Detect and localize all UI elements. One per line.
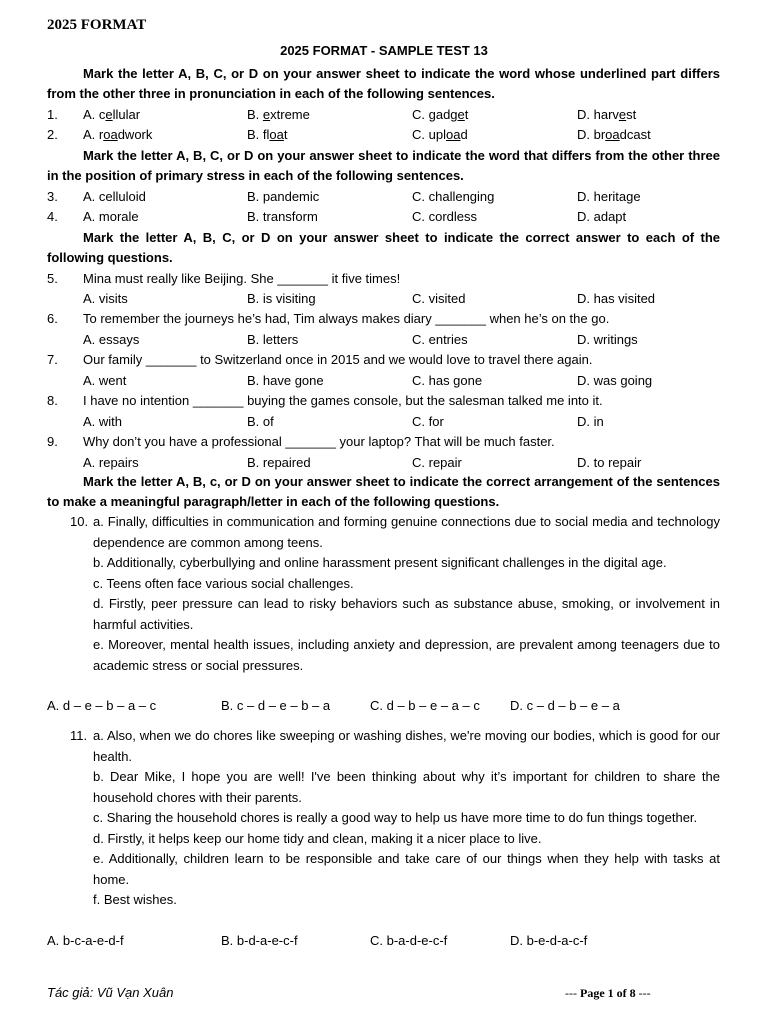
answer-option: A. roadwork	[83, 127, 153, 142]
options-row	[47, 931, 727, 951]
sentence-item: d. Firstly, it helps keep our home tidy and clean, making it a nicer place to live.	[93, 830, 542, 846]
question-text: I have no intention _______ buying the games console, but the salesman talked me into it.	[83, 393, 603, 408]
answer-option: A. celluloid	[83, 189, 146, 204]
answer-option: D. adapt	[577, 209, 627, 224]
options-row	[47, 453, 727, 473]
answer-option: C. has gone	[412, 373, 483, 388]
answer-option: B. have gone	[247, 373, 324, 388]
options-row	[47, 371, 727, 391]
underlined-part: oa	[605, 127, 620, 142]
arrangement-instruction: Mark the letter A, B, c, or D on your answer sheet to indicate the correct arrangement of the sentences to make a meaningful paragraph/letter in each of the following questions.	[47, 474, 720, 509]
answer-option: D. heritage	[577, 189, 641, 204]
question-row	[47, 207, 727, 227]
arrangement-question	[47, 512, 720, 676]
answer-option: B. of	[247, 414, 274, 429]
answer-option: A. repairs	[83, 455, 139, 470]
answer-option: A. went	[83, 373, 127, 388]
page-indicator: --- Page 1 of 8 ---	[565, 986, 651, 1000]
answer-option: B. c – d – e – b – a	[221, 698, 331, 713]
question-row	[47, 269, 727, 289]
sentence-item: e. Moreover, mental health issues, including anxiety and depression, are prevalent among teenagers due to academic stress or social pressures.	[93, 637, 720, 673]
answer-option: A. morale	[83, 209, 139, 224]
question-row	[47, 187, 727, 207]
answer-option: B. transform	[247, 209, 318, 224]
sentence-item: b. Dear Mike, I hope you are well! I've been thinking about why it’s important for children to share the household chores with their parents.	[93, 769, 720, 805]
answer-option: B. b-d-a-e-c-f	[221, 933, 298, 948]
underlined-part: oa	[103, 127, 118, 142]
pronunciation-instruction: Mark the letter A, B, C, or D on your answer sheet to indicate the word whose underlined part differs from the other three in pronunciation in each of the following sentences.	[47, 66, 720, 101]
sentence-item: a. Also, when we do chores like sweeping or washing dishes, we're moving our bodies, which is good for our health.	[93, 728, 720, 764]
footer-author: Tác giả: Vũ Vạn Xuân	[47, 985, 174, 1000]
question-row	[47, 432, 727, 452]
test-title: 2025 FORMAT - SAMPLE TEST 13	[280, 43, 488, 58]
answer-option: A. essays	[83, 332, 140, 347]
answer-option: D. c – d – b – e – a	[510, 698, 620, 713]
answer-option: D. was going	[577, 373, 653, 388]
answer-option: C. for	[412, 414, 444, 429]
answer-option: D. to repair	[577, 455, 642, 470]
sentence-item: c. Teens often face various social challenges.	[93, 575, 354, 591]
question-text: Our family _______ to Switzerland once in 2015 and we would love to travel there again.	[83, 352, 593, 367]
answer-option: D. b-e-d-a-c-f	[510, 933, 588, 948]
answer-option: B. is visiting	[247, 291, 316, 306]
underlined-part: e	[105, 107, 113, 122]
sentence-item: e. Additionally, children learn to be responsible and take care of our things when they help with tasks at home.	[93, 851, 720, 887]
question-row	[47, 391, 727, 411]
sentence-item: c. Sharing the household chores is really a good way to help us have more time to do fun things together.	[93, 810, 698, 825]
answer-option: D. broadcast	[577, 127, 651, 142]
underlined-part: e	[618, 107, 627, 122]
question-text: To remember the journeys he’s had, Tim always makes diary _______ when he’s on the go.	[83, 311, 610, 326]
answer-option: D. writings	[577, 332, 638, 347]
answer-option: C. entries	[412, 332, 468, 347]
answer-option: C. repair	[412, 455, 462, 470]
sentence-item: b. Additionally, cyberbullying and online harassment present significant challenges in the digital age.	[93, 555, 667, 570]
question-number: 3.	[47, 189, 58, 204]
answer-option: B. float	[247, 127, 288, 142]
sentence-item: f. Best wishes.	[93, 892, 177, 907]
options-row	[47, 696, 727, 716]
answer-option: A. cellular	[83, 107, 141, 122]
question-row	[47, 125, 727, 145]
question-number: 11.	[70, 728, 88, 743]
answer-option: C. challenging	[412, 189, 495, 204]
options-row	[47, 412, 727, 432]
question-number: 7.	[47, 352, 58, 367]
question-number: 8.	[47, 393, 58, 408]
underlined-part: oa	[269, 127, 284, 142]
question-row	[47, 350, 727, 370]
question-text: Mina must really like Beijing. She _______ it five times!	[83, 271, 401, 286]
question-number: 1.	[47, 107, 58, 122]
underlined-part: e	[262, 107, 271, 122]
answer-option: B. letters	[247, 332, 299, 347]
answer-option: A. visits	[83, 291, 128, 306]
answer-option: D. in	[577, 414, 604, 429]
answer-option: A. b-c-a-e-d-f	[47, 933, 124, 948]
question-number: 2.	[47, 127, 58, 142]
answer-option: C. b-a-d-e-c-f	[370, 933, 448, 948]
page-label: Page 1 of 8	[580, 986, 636, 1000]
answer-option: D. has visited	[577, 291, 656, 306]
question-number: 5.	[47, 271, 58, 286]
answer-option: C. d – b – e – a – c	[370, 698, 480, 713]
underlined-part: oa	[445, 127, 461, 142]
header-label: 2025 FORMAT	[47, 17, 147, 33]
options-row	[47, 289, 727, 309]
question-number: 10.	[70, 514, 89, 529]
answer-option: C. upload	[412, 127, 468, 142]
answer-option: C. gadget	[412, 107, 469, 122]
answer-option: D. harvest	[577, 107, 637, 122]
answer-option: B. repaired	[247, 455, 311, 470]
grammar-instruction: Mark the letter A, B, C, or D on your answer sheet to indicate the correct answer to each of the following questions.	[47, 230, 720, 265]
answer-option: B. extreme	[247, 107, 310, 122]
answer-option: A. with	[83, 414, 123, 429]
answer-option: C. cordless	[412, 209, 478, 224]
sentence-item: a. Finally, difficulties in communication and forming genuine connections due to social media and technology dependence are common among teens.	[93, 514, 720, 550]
sentence-item: d. Firstly, peer pressure can lead to risky behaviors such as substance abuse, smoking, or involvement in harmful activities.	[93, 596, 720, 632]
question-number: 9.	[47, 434, 58, 449]
question-number: 4.	[47, 209, 58, 224]
options-row	[47, 330, 727, 350]
question-row	[47, 105, 727, 125]
stress-instruction: Mark the letter A, B, C, or D on your answer sheet to indicate the word that differs from the other three in the position of primary stress in each of the following sentences.	[47, 148, 720, 183]
question-number: 6.	[47, 311, 58, 326]
underlined-part: e	[457, 107, 465, 122]
answer-option: A. d – e – b – a – c	[47, 698, 157, 713]
question-text: Why don’t you have a professional _______ your laptop? That will be much faster.	[83, 434, 555, 449]
answer-option: B. pandemic	[247, 189, 320, 204]
answer-option: C. visited	[412, 291, 466, 306]
arrangement-question	[47, 726, 720, 911]
question-row	[47, 309, 727, 329]
